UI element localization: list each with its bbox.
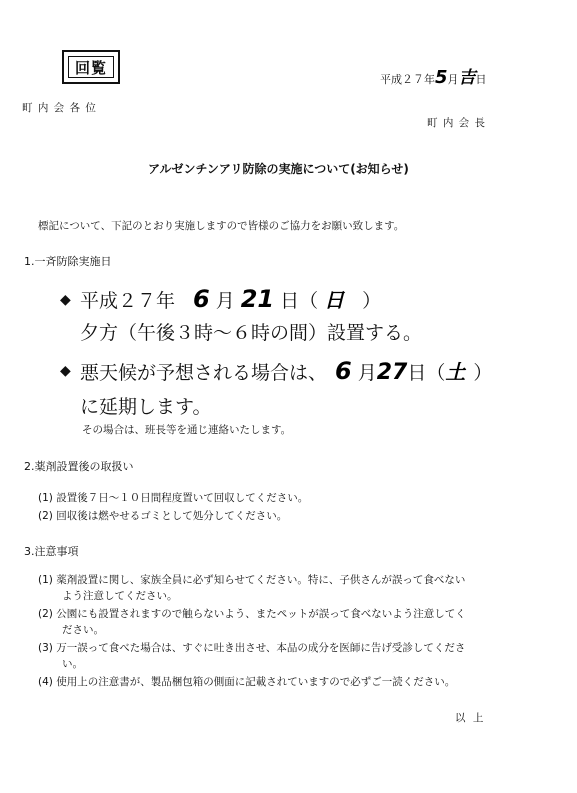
section1-postpone: に延期します。: [80, 396, 212, 418]
s1-month-handwritten: 6: [193, 285, 210, 313]
intro-text: 標記について、下記のとおり実施しますので皆様のご協力をお願い致します。: [38, 220, 405, 232]
section3-item-line1: (4) 使用上の注意書が、製品梱包箱の側面に記載されていますので必ずご一読ください。: [38, 676, 456, 688]
date-day-label: 日: [475, 73, 487, 86]
s1-rain-day-handwritten: 27: [376, 360, 408, 385]
section3-heading: 3.注意事項: [24, 545, 79, 558]
s1-rain-weekday-handwritten: 土: [445, 360, 466, 384]
s1-rain-month-label: 月: [357, 362, 377, 384]
bullet-marker: ◆: [60, 363, 71, 379]
kairan-label: 回覧: [68, 56, 114, 78]
kairan-stamp: [62, 50, 120, 84]
section3-item-line1: (1) 薬剤設置に関し、家族全員に必ず知らせてください。特に、子供さんが誤って食べない: [38, 574, 466, 586]
section3-item-line1: (3) 万一誤って食べた場合は、すぐに吐き出させ、本品の成分を医師に告げ受診してくださ: [38, 642, 466, 654]
section3-item-line2: い。: [62, 658, 83, 670]
bullet-marker: ◆: [60, 292, 71, 308]
section3-item-line2: ださい。: [62, 624, 104, 636]
date-prefix: 平成２７年: [380, 73, 435, 86]
recipient: 町 内 会 各 位: [22, 102, 97, 114]
s1-rain-close: ）: [473, 362, 493, 384]
document-title: アルゼンチンアリ防除の実施について(お知らせ): [148, 162, 409, 176]
date-day-handwritten: 吉: [458, 68, 476, 88]
section2-item: (2) 回収後は燃やせるゴミとして処分してください。: [38, 510, 288, 522]
s1-rain-prefix: 悪天候が予想される場合は、: [80, 362, 328, 384]
s1-close-paren: ）: [362, 290, 382, 312]
section1-contact: その場合は、班長等を通じ連絡いたします。: [82, 424, 292, 436]
section1-heading: 1.一斉防除実施日: [24, 255, 112, 268]
sender: 町 内 会 長: [427, 117, 487, 129]
closing: 以 上: [455, 712, 486, 724]
date-month-label: 月: [447, 73, 459, 86]
section1-date-line: [80, 284, 381, 313]
section1-rain-line: [80, 356, 492, 385]
s1-month-label: 月: [215, 290, 235, 312]
section2-heading: 2.薬剤設置後の取扱い: [24, 460, 134, 473]
section2-item: (1) 設置後７日～１０日間程度置いて回収してください。: [38, 492, 309, 504]
s1-date-prefix: 平成２７年: [80, 290, 176, 312]
section3-item-line1: (2) 公園にも設置されますので触らないよう、またペットが誤って食べないよう注意してく: [38, 608, 466, 620]
s1-day-label: 日（: [280, 290, 319, 312]
s1-weekday-handwritten: 日: [324, 288, 345, 312]
s1-rain-month-handwritten: 6: [335, 357, 352, 385]
document-date: [380, 63, 487, 88]
section3-item-line2: よう注意してください。: [62, 590, 178, 602]
date-month-handwritten: 5: [435, 67, 448, 88]
s1-day-handwritten: 21: [240, 285, 275, 313]
section1-time-line: 夕方（午後３時～６時の間）設置する。: [80, 322, 423, 344]
s1-rain-day-label: 日（: [407, 362, 446, 384]
